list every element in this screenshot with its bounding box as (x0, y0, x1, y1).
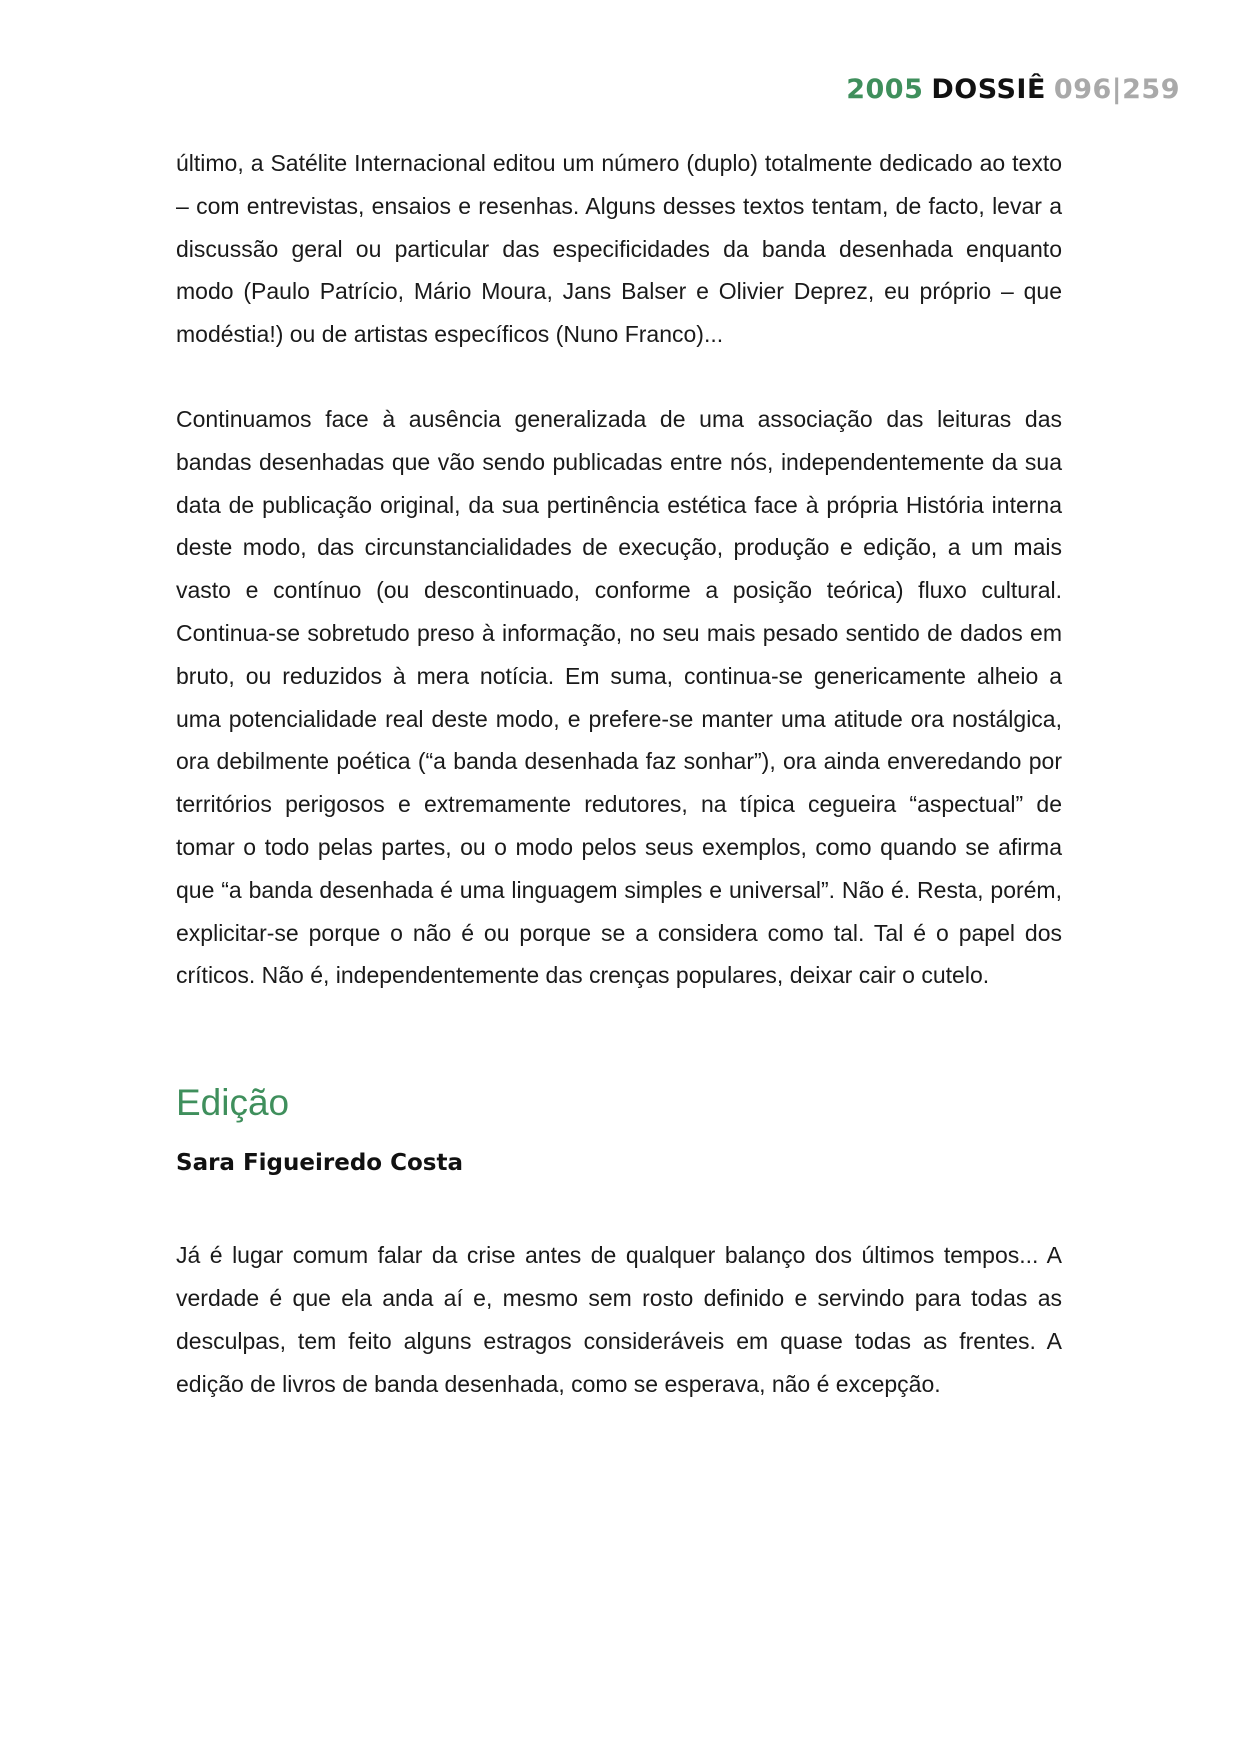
header-year: 2005 (846, 74, 924, 105)
section-author: Sara Figueiredo Costa (176, 1150, 463, 1177)
section-heading: Edição (176, 1082, 290, 1124)
section-paragraph: Já é lugar comum falar da crise antes de qualquer balanço dos últimos tempos... A verdade é que ela anda aí e, mesmo sem rosto definido e servindo para todas as desculpas, tem feito alguns estragos consideráveis em quase todas as frentes. A edição de livros de banda desenhada, como se esperava, não é excepção. (176, 1242, 1062, 1397)
section-body (176, 1234, 1062, 1405)
body-paragraph: Continuamos face à ausência generalizada de uma associação das leituras das bandas desenhadas que vão sendo publicadas entre nós, independentemente da sua data de publicação original, da sua pertinência estética face à própria História interna deste modo, das circunstancialidades de execução, produção e edição, a um mais vasto e contínuo (ou descontinuado, conforme a posição teórica) fluxo cultural. Continua-se sobretudo preso à informação, no seu mais pesado sentido de dados em bruto, ou reduzidos à mera notícia. Em suma, continua-se genericamente alheio a uma potencialidade real deste modo, e prefere-se manter uma atitude ora nostálgica, ora debilmente poética (“a banda desenhada faz sonhar”), ora ainda enveredando por territórios perigosos e extremamente redutores, na típica cegueira “aspectual” de tomar o todo pelas partes, ou o modo pelos seus exemplos, como quando se afirma que “a banda desenhada é uma linguagem simples e universal”. Não é. Resta, porém, explicitar-se porque o não é ou porque se a considera como tal. Tal é o papel dos críticos. Não é, independentemente das crenças populares, deixar cair o cutelo. (176, 405, 1062, 989)
page-body (176, 142, 1062, 1405)
body-paragraph: último, a Satélite Internacional editou um número (duplo) totalmente dedicado ao texto – com entrevistas, ensaios e resenhas. Alguns desses textos tentam, de facto, levar a discussão geral ou particular das especificidades da banda desenhada enquanto modo (Paulo Patrício, Mário Moura, Jans Balser e Olivier Deprez, eu próprio – que modéstia!) ou de artistas específicos (Nuno Franco)... (176, 150, 1062, 348)
header-page-number: 096|259 (1053, 74, 1180, 105)
header-title: DOSSIÊ (931, 74, 1046, 105)
running-header (846, 74, 1180, 105)
